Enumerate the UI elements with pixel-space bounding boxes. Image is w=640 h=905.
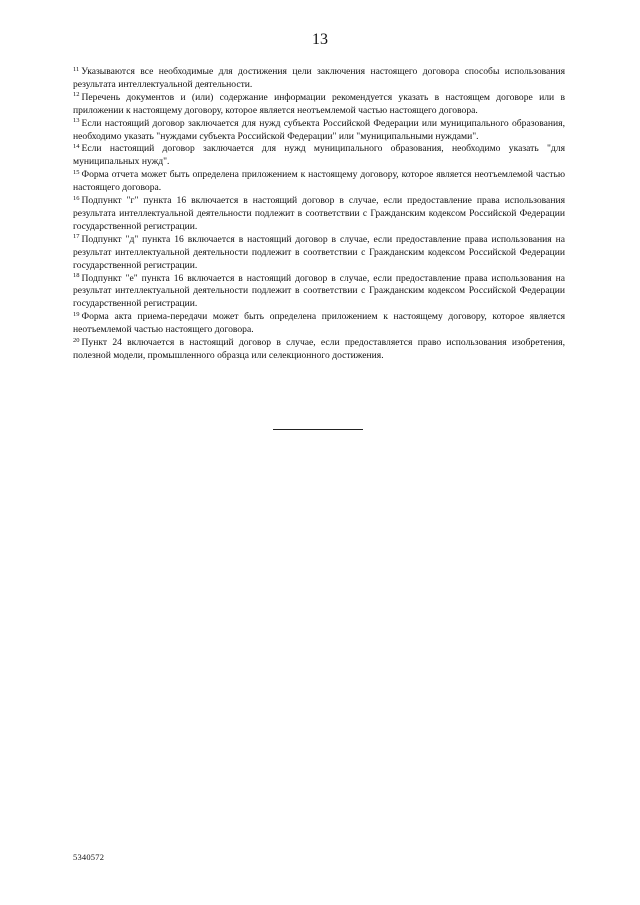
footnote-text: Подпункт "е" пункта 16 включается в настоящий договор в случае, если предоставление права использования на результат интеллектуальной деятельности подлежит в соответствии с Гражданским кодексом Российской Федерации государственной регистрации.: [73, 272, 565, 310]
footnote-text: Пункт 24 включается в настоящий договор в случае, если предоставляется право использования изобретения, полезной модели, промышленного образца или селекционного достижения.: [73, 337, 565, 361]
footnote-text: Указываются все необходимые для достижения цели заключения настоящего договора способы использования результата интеллектуальной деятельности.: [73, 66, 565, 90]
footnote-ref: 17: [73, 233, 80, 241]
footnote-ref: 11: [73, 65, 80, 73]
footnote-ref: 15: [73, 168, 80, 176]
footnote-ref: 13: [73, 117, 80, 125]
end-divider: [273, 429, 363, 430]
footnotes-list: [73, 66, 565, 363]
footnote-18: [73, 273, 565, 312]
footnote-14: [73, 143, 565, 169]
footnote-ref: 20: [73, 336, 80, 344]
document-code: 5340572: [73, 852, 105, 862]
footnote-text: Форма отчета может быть определена приложением к настоящему договору, которое является неотъемлемой частью настоящего договора.: [73, 169, 565, 194]
footnote-12: [73, 92, 565, 118]
footnote-text: Если настоящий договор заключается для нужд муниципального образования, необходимо указать "для муниципальных нужд".: [73, 143, 565, 168]
footnote-text: Подпункт "д" пункта 16 включается в настоящий договор в случае, если предоставление права использования на результат интеллектуальной деятельности подлежит в соответствии с Гражданским кодексом Российской Федерации государственной регистрации.: [73, 233, 565, 271]
footnote-ref: 12: [73, 91, 80, 99]
footnote-13: [73, 118, 565, 144]
footnote-ref: 14: [73, 142, 80, 150]
footnote-text: Если настоящий договор заключается для нужд субъекта Российской Федерации или муниципального образования, необходимо указать "нуждами субъекта Российской Федерации" или "муниципальными нуждами".: [73, 117, 565, 142]
footnote-20: [73, 337, 565, 363]
footnote-text: Подпункт "г" пункта 16 включается в настоящий договор в случае, если предоставление права использования результата интеллектуальной деятельности подлежит в соответствии с Гражданским кодексом Российской Федерации государственной регистрации.: [73, 195, 565, 232]
footnote-ref: 16: [73, 194, 80, 202]
footnote-17: [73, 234, 565, 273]
footnote-19: [73, 311, 565, 337]
footnote-16: [73, 195, 565, 234]
footnote-ref: 19: [73, 310, 80, 318]
page-number: 13: [312, 31, 328, 48]
footnote-15: [73, 169, 565, 195]
footnote-ref: 18: [73, 272, 80, 279]
footnote-text: Форма акта приема-передачи может быть определена приложением к настоящему договору, которое является неотъемлемой частью настоящего договора.: [73, 311, 565, 336]
footnote-11: [73, 66, 565, 92]
footnote-text: Перечень документов и (или) содержание информации рекомендуется указать в настоящем договоре или в приложении к настоящему договору, которое является неотъемлемой частью настоящего договора.: [73, 91, 565, 116]
